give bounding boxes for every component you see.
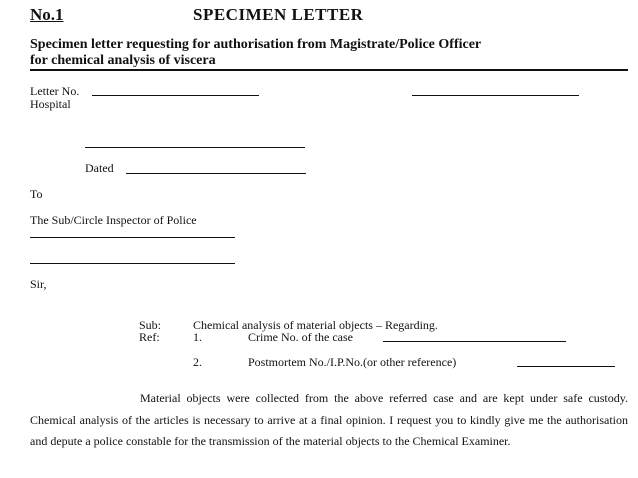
to-label: To: [30, 187, 43, 201]
sub-text: Chemical analysis of material objects – Regarding.: [193, 318, 438, 332]
addressee-blank-line-1: [30, 237, 235, 238]
addressee-recipient: The Sub/Circle Inspector of Police: [30, 213, 197, 227]
body-paragraph: Material objects were collected from the above referred case and are kept under safe custody. Chemical analysis of the articles is necessary to arrive at a final opinion. I request you to kindly give me the authorisation and depute a police constable for the transmission of the material objects to the Chemical Examiner.: [30, 391, 628, 448]
document-title: SPECIMEN LETTER: [193, 5, 364, 24]
postmortem-no-blank-line: [517, 366, 615, 367]
dated-blank-line: [126, 173, 306, 174]
letter-subject-line-2: for chemical analysis of viscera: [30, 53, 216, 68]
ref-item-number: 1.: [193, 330, 202, 344]
letter-subject-line-1: Specimen letter requesting for authorisation from Magistrate/Police Officer: [30, 37, 482, 52]
ref-item-text: Crime No. of the case: [248, 330, 353, 344]
crime-no-blank-line: [383, 341, 566, 342]
salutation: Sir,: [30, 277, 47, 291]
sub-label: Sub:: [139, 318, 162, 332]
document-number: No.1: [30, 5, 64, 24]
header-divider: [30, 69, 628, 71]
ref-label: Ref:: [139, 330, 160, 344]
ref-item-number: 2.: [193, 355, 202, 369]
hospital-label: Hospital: [30, 97, 71, 111]
ref-item-text: Postmortem No./I.P.No.(or other reference): [248, 355, 457, 369]
dated-label: Dated: [85, 161, 114, 175]
letter-no-label: Letter No.: [30, 84, 80, 98]
letter-no-blank-line: [92, 95, 259, 96]
hospital-blank-line: [85, 147, 305, 148]
addressee-blank-line-2: [30, 263, 235, 264]
right-header-blank-line: [412, 95, 579, 96]
